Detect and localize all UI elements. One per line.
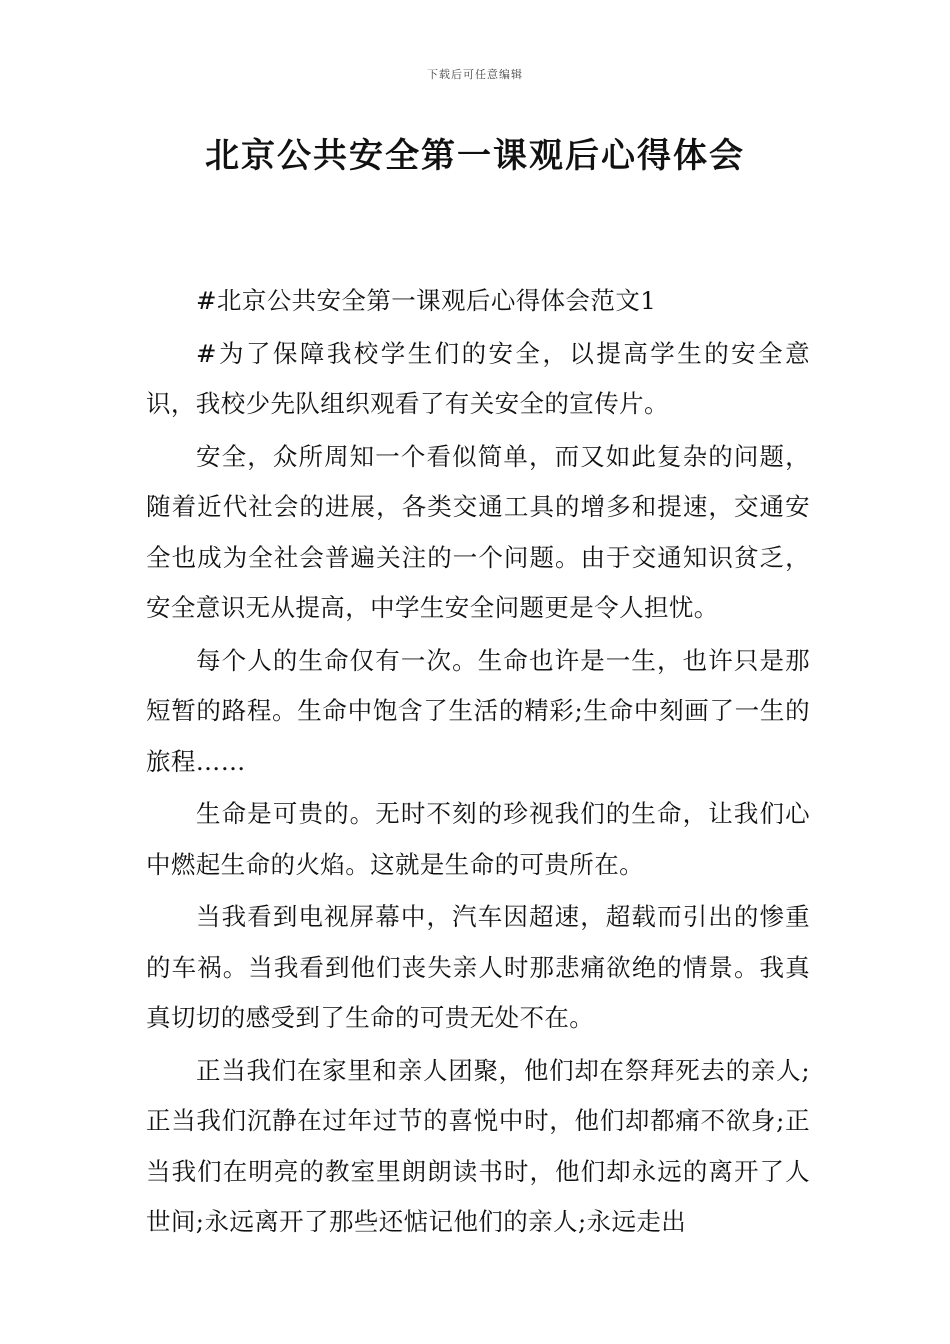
document-title: 北京公共安全第一课观后心得体会 — [205, 136, 745, 176]
paragraph-1: #北京公共安全第一课观后心得体会范文1 — [196, 286, 657, 315]
paragraph-3: 安全，众所周知一个看似简单，而又如此复杂的问题，随着近代社会的进展，各类交通工具的增多和提速，交通安全也成为全社会普遍关注的一个问题。由于交通知识贫乏，安全意识无从提高，中学生安全问题更是令人担忧。 — [146, 441, 810, 622]
paragraph-6: 当我看到电视屏幕中，汽车因超速，超载而引出的惨重的车祸。当我看到他们丧失亲人时那悲痛欲绝的情景。我真真切切的感受到了生命的可贵无处不在。 — [146, 902, 810, 1032]
header-note: 下载后可任意编辑 — [427, 68, 523, 81]
paragraph-4: 每个人的生命仅有一次。生命也许是一生，也许只是那短暂的路程。生命中饱含了生活的精彩;生命中刻画了一生的旅程…… — [146, 645, 810, 776]
paragraph-7: 正当我们在家里和亲人团聚，他们却在祭拜死去的亲人;正当我们沉静在过年过节的喜悦中时，他们却都痛不欲身;正当我们在明亮的教室里朗朗读书时，他们却永远的离开了人世间;永远离开了那些还惦记他们的亲人;永远走出 — [146, 1055, 810, 1236]
paragraph-5: 生命是可贵的。无时不刻的珍视我们的生命，让我们心中燃起生命的火焰。这就是生命的可贵所在。 — [146, 799, 810, 879]
document-body — [146, 276, 810, 1250]
paragraph-2: #为了保障我校学生们的安全，以提高学生的安全意识，我校少先队组织观看了有关安全的宣传片。 — [146, 338, 810, 418]
